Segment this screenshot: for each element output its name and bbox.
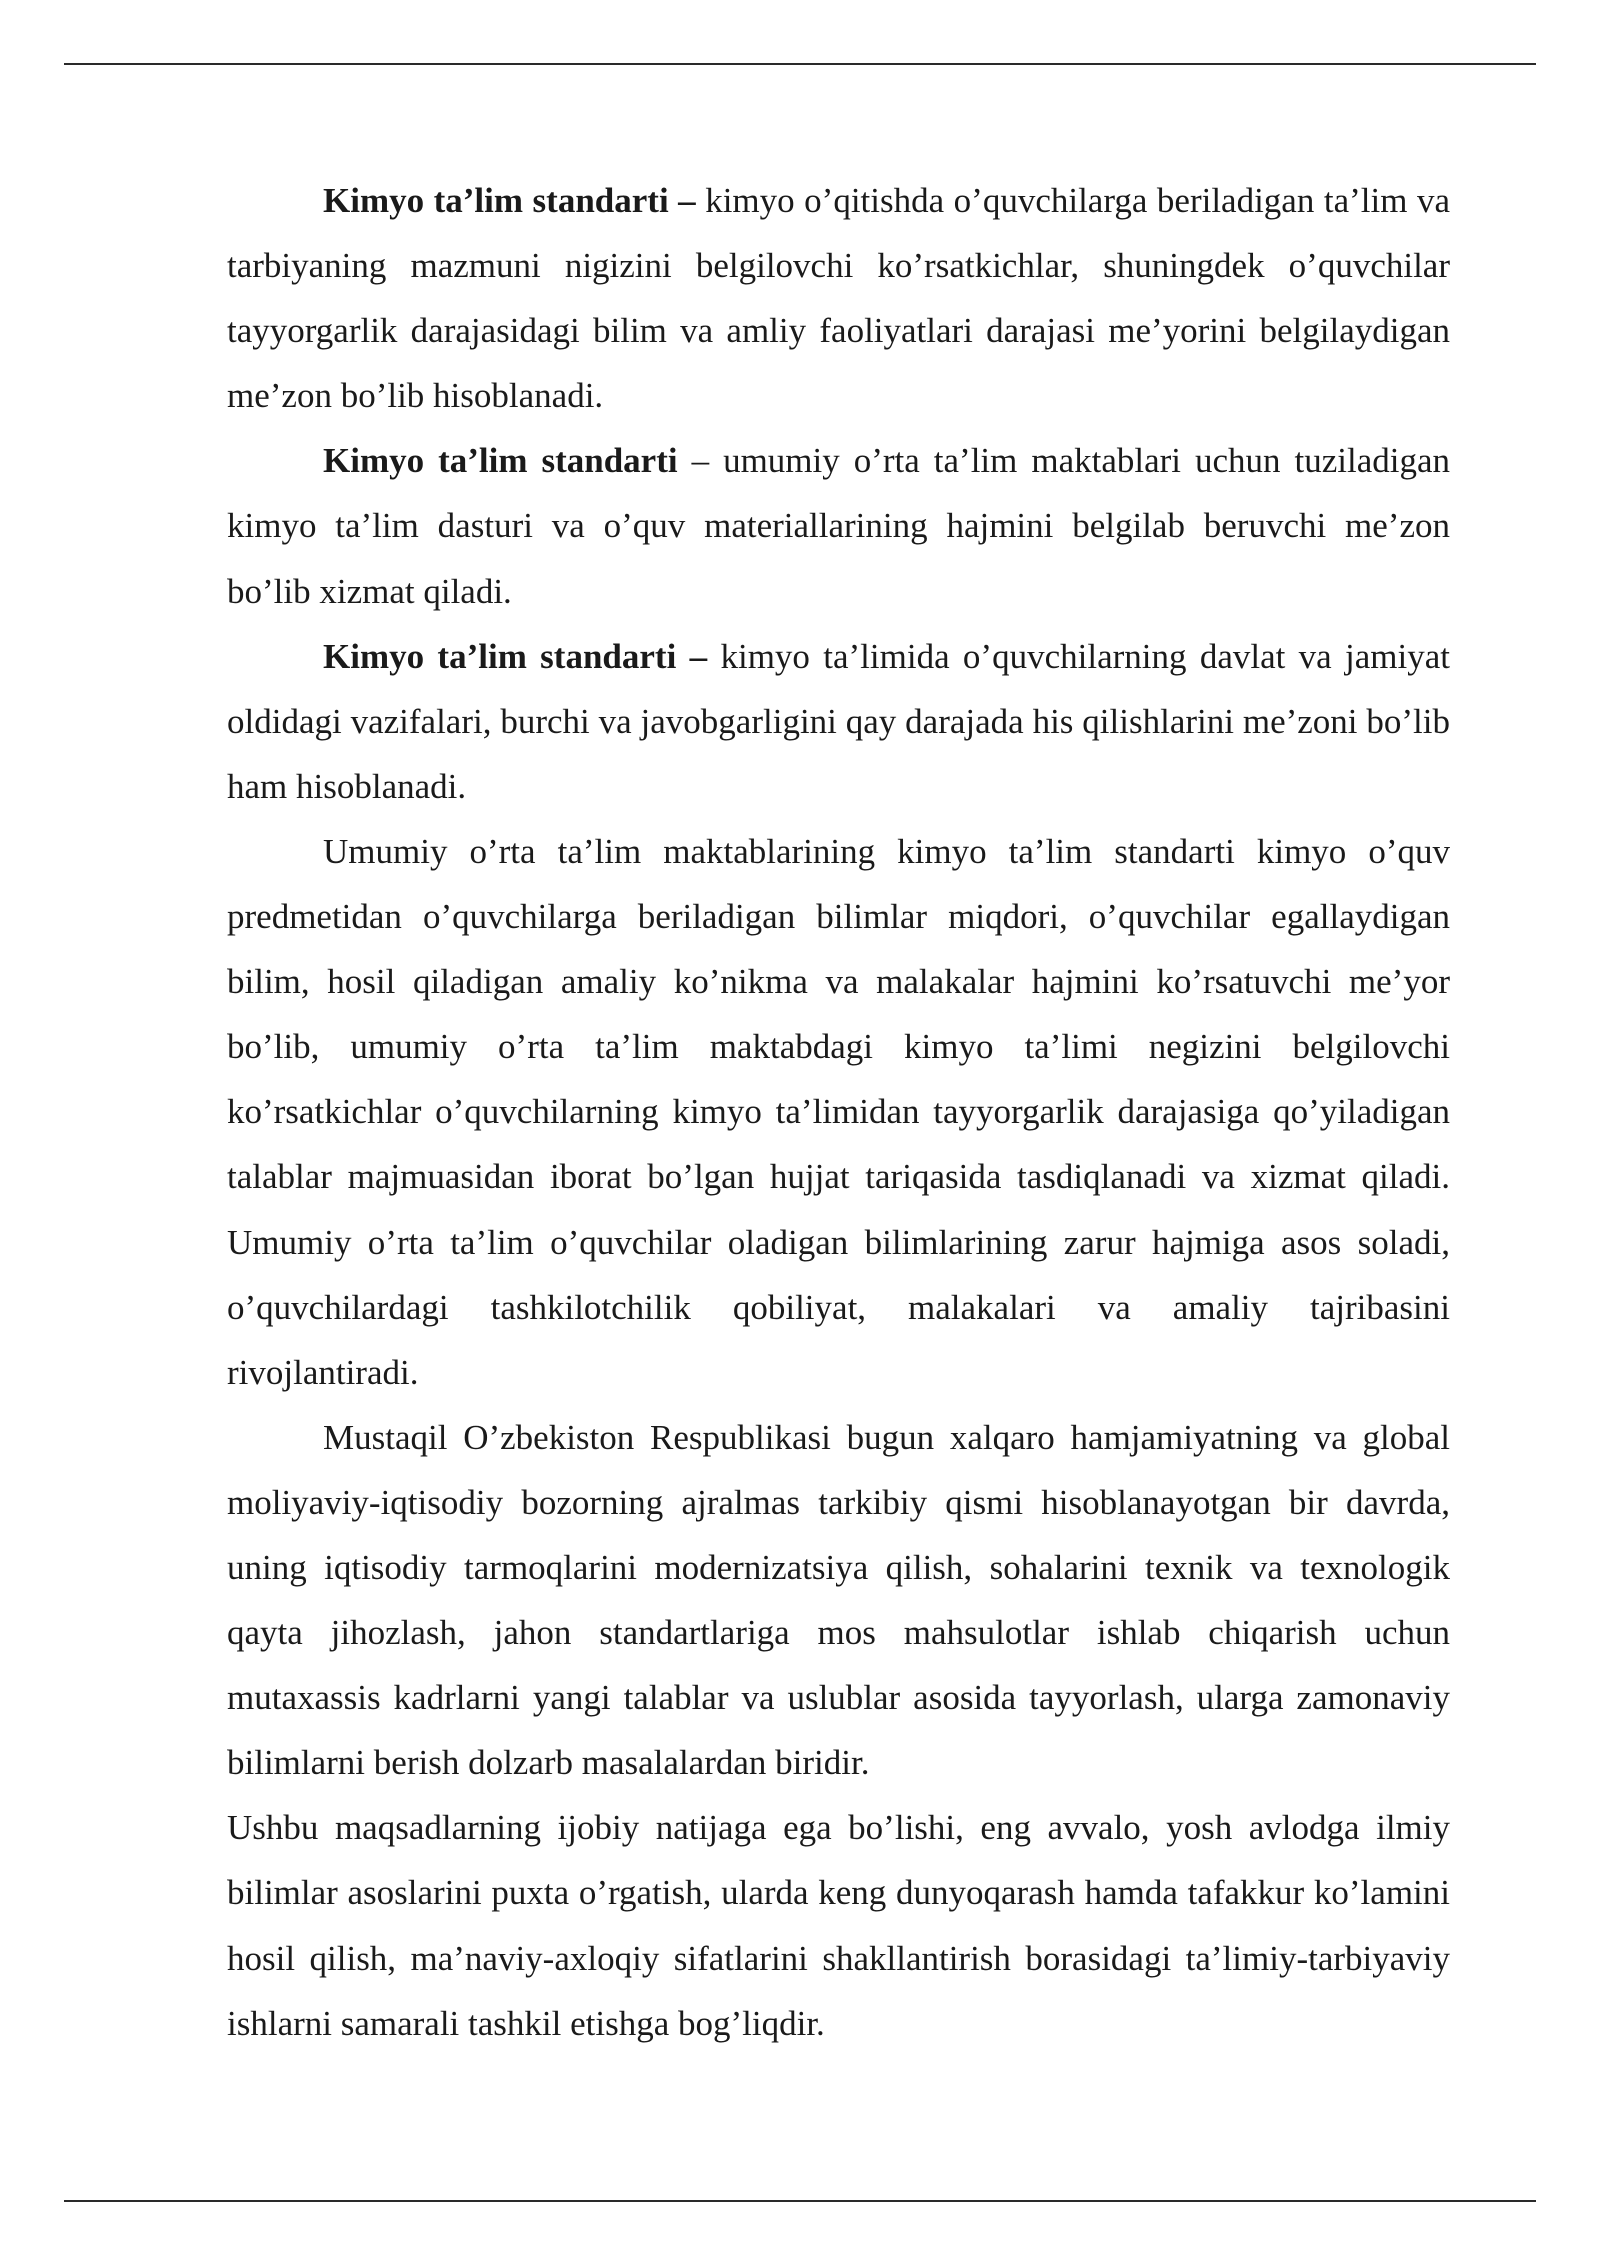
term-bold: Kimyo ta’lim standarti –: [323, 636, 708, 676]
paragraph-school-standard: [227, 819, 1450, 1405]
paragraph-standard-definition-1: [227, 168, 1450, 428]
paragraph-standard-definition-3: [227, 624, 1450, 819]
footer-rule: [64, 2200, 1536, 2202]
paragraph-text: kimyo o’qitishda o’quvchilarga beriladigan ta’lim va tarbiyaning mazmuni nigizini belgilovchi ko’rsatkichlar, shuningdek o’quvchilar tayyorgarlik darajasidagi bilim va amliy faoliyatlari darajasi me’yorini belgilaydigan me’zon bo’lib hisoblanadi.: [227, 181, 1450, 416]
term-bold: Kimyo ta’lim standarti –: [323, 181, 696, 220]
paragraph-text: Umumiy o’rta ta’lim maktablarining kimyo ta’lim standarti kimyo o’quv predmetidan o’quvchilarga beriladigan bilimlar miqdori, o’quvchilar egallaydigan bilim, hosil qiladigan amaliy ko’nikma va malakalar hajmini ko’rsatuvchi me’yor bo’lib, umumiy o’rta ta’lim maktabdagi kimyo ta’limi negizini belgilovchi ko’rsatkichlar o’quvchilarning kimyo ta’limidan tayyorgarlik darajasiga qo’yiladigan talablar majmuasidan iborat bo’lgan hujjat tariqasida tasdiqlanadi va xizmat qiladi. Umumiy o’rta ta’lim o’quvchilar oladigan bilimlarining zarur hajmiga asos soladi, o’quvchilardagi tashkilotchilik qobiliyat, malakalari va amaliy tajribasini rivojlantiradi.: [227, 831, 1450, 1392]
document-body: [227, 168, 1450, 2056]
paragraph-text: kimyo ta’limida o’quvchilarning davlat va jamiyat oldidagi vazifalari, burchi va javobgarligini qay darajada his qilishlarini me’zoni bo’lib ham hisoblanadi.: [227, 636, 1450, 806]
paragraph-text: – umumiy o’rta ta’lim maktablari uchun tuziladigan kimyo ta’lim dasturi va o’quv materiallarining hajmini belgilab beruvchi me’zon bo’lib xizmat qiladi.: [227, 441, 1450, 611]
paragraph-text: Ushbu maqsadlarning ijobiy natijaga ega bo’lishi, eng avvalo, yosh avlodga ilmiy bilimlar asoslarini puxta o’rgatish, ularda keng dunyoqarash hamda tafakkur ko’lamini hosil qilish, ma’naviy-axloqiy sifatlarini shakllantirish borasidagi ta’limiy-tarbiyaviy ishlarni samarali tashkil etishga bog’liqdir.: [227, 1808, 1450, 2043]
paragraph-goals: [227, 1795, 1450, 2055]
term-bold: Kimyo ta’lim standarti: [323, 441, 678, 481]
header-rule: [64, 63, 1536, 65]
paragraph-text: Mustaqil O’zbekiston Respublikasi bugun xalqaro hamjamiyatning va global moliyaviy-iqtisodiy bozorning ajralmas tarkibiy qismi hisoblanayotgan bir davrda, uning iqtisodiy tarmoqlarini modernizatsiya qilish, sohalarini texnik va texnologik qayta jihozlash, jahon standartlariga mos mahsulotlar ishlab chiqarish uchun mutaxassis kadrlarni yangi talablar va uslublar asosida tayyorlash, ularga zamonaviy bilimlarni berish dolzarb masalalardan biridir.: [227, 1417, 1450, 1783]
paragraph-standard-definition-2: [227, 428, 1450, 623]
paragraph-independent-uzbekistan: [227, 1405, 1450, 1796]
